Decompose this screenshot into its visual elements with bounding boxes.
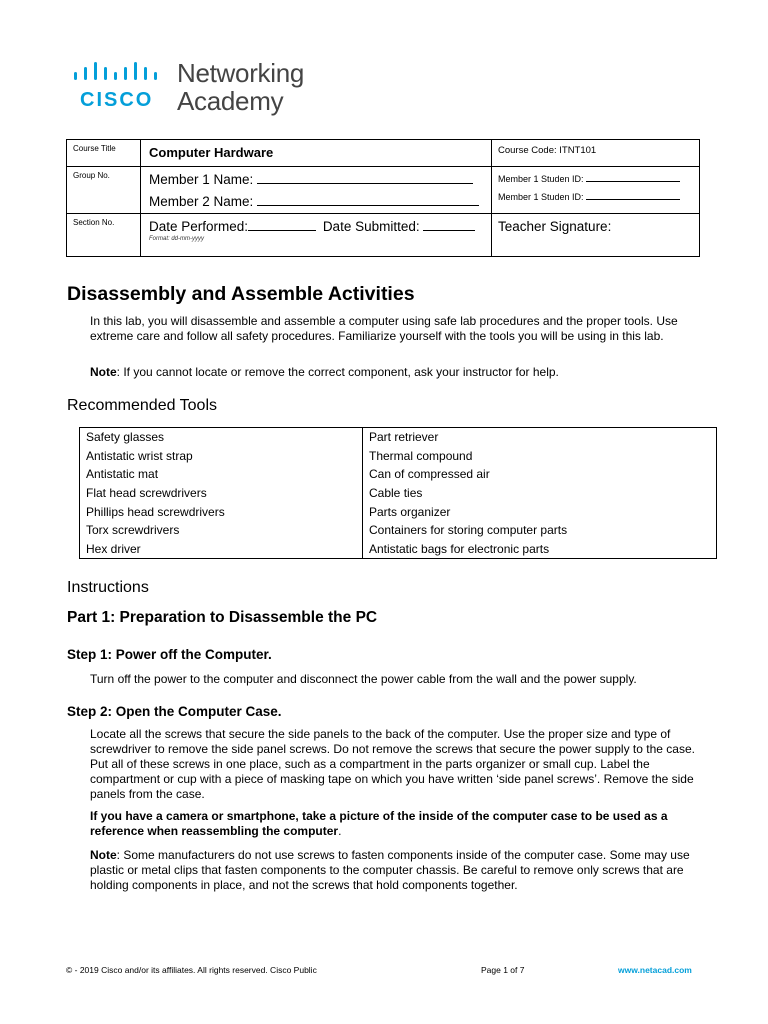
member2-name-blank[interactable]	[257, 192, 479, 206]
part1-heading: Part 1: Preparation to Disassemble the PC	[67, 609, 378, 626]
cisco-bars-icon	[72, 60, 168, 86]
table-row	[80, 446, 717, 465]
step2-camera-paragraph	[90, 809, 708, 839]
instructions-heading: Instructions	[67, 579, 149, 596]
tool-cell: Hex driver	[80, 540, 363, 559]
member-names-cell	[141, 167, 492, 214]
cisco-wordmark: CISCO	[80, 89, 154, 111]
intro-paragraph: In this lab, you will disassemble and assemble a computer using safe lab procedures and the proper tools. Use extreme care and follow all safety procedures. Familiarize yourself with the tools you will be using in this lab.	[90, 314, 678, 343]
tool-cell: Containers for storing computer parts	[369, 523, 568, 538]
note-paragraph	[90, 365, 559, 379]
tool-cell: Can of compressed air	[369, 467, 490, 482]
member1-name-blank[interactable]	[257, 170, 473, 184]
table-row	[80, 540, 717, 559]
tool-cell: Cable ties	[369, 485, 423, 500]
tool-cell: Safety glasses	[80, 428, 363, 447]
tool-cell: Torx screwdrivers	[80, 521, 363, 540]
cisco-networking-academy-logo	[66, 50, 326, 120]
teacher-signature-label[interactable]: Teacher Signature:	[492, 214, 700, 257]
date-performed-blank[interactable]	[248, 217, 316, 231]
dates-row	[141, 214, 491, 234]
step1-heading: Step 1: Power off the Computer.	[67, 647, 272, 662]
member2-name-label: Member 2 Name:	[149, 194, 254, 209]
logo-networking-text: Networking	[177, 58, 305, 88]
tools-table	[79, 427, 717, 559]
student-ids-cell	[492, 167, 700, 214]
group-no-label: Group No.	[67, 167, 141, 214]
section-no-label: Section No.	[67, 214, 141, 257]
dates-cell	[141, 214, 492, 257]
member2-id-blank[interactable]	[586, 190, 680, 200]
step2-heading: Step 2: Open the Computer Case.	[67, 704, 282, 719]
table-row	[80, 428, 717, 447]
member2-id-label: Member 1 Studen ID:	[498, 192, 584, 202]
member2-name-field[interactable]	[141, 191, 491, 213]
table-row	[80, 484, 717, 503]
recommended-tools-heading: Recommended Tools	[67, 397, 218, 414]
note-label: Note	[90, 365, 117, 379]
course-title-value: Computer Hardware	[141, 140, 492, 167]
note-text: : Some manufacturers do not use screws to fasten components inside of the computer case. Some may use plastic or metal clips that fasten components to the computer chassis. Be careful to remove only screws that are holding components in place, and not the screws that hold components together.	[90, 848, 690, 892]
footer-copyright: © - 2019 Cisco and/or its affiliates. All rights reserved. Cisco Public	[66, 965, 317, 975]
tool-cell: Phillips head screwdrivers	[80, 502, 363, 521]
step2-text: Locate all the screws that secure the side panels to the back of the computer. Use the proper size and type of screwdriver to remove the side panel screws. Do not remove the screws that secure the power supply to the case. Put all of these screws in one place, such as a compartment in the parts organizer or small cup. Label the compartment or cup with a piece of masking tape on which you have written ‘side panel screws’. Remove the side panels from the case.	[90, 727, 695, 801]
member2-id-field[interactable]	[492, 188, 699, 206]
member1-id-blank[interactable]	[586, 172, 680, 182]
tool-cell: Thermal compound	[369, 448, 473, 463]
table-row	[80, 521, 717, 540]
course-code: Course Code: ITNT101	[492, 140, 700, 167]
camera-tail: .	[338, 824, 342, 838]
footer-link[interactable]: www.netacad.com	[618, 965, 692, 975]
step2-note-paragraph	[90, 848, 708, 893]
member1-name-field[interactable]	[141, 169, 491, 191]
step1-text: Turn off the power to the computer and disconnect the power cable from the wall and the power supply.	[90, 672, 637, 686]
footer-page-number: Page 1 of 7	[481, 965, 525, 975]
date-format-hint: Format: dd-mm-yyyy	[149, 236, 205, 242]
camera-bold-text: If you have a camera or smartphone, take a picture of the inside of the computer case to be used as a reference when reassembling the computer	[90, 809, 668, 838]
table-row	[80, 465, 717, 484]
date-submitted-blank[interactable]	[423, 217, 475, 231]
note-text: : If you cannot locate or remove the correct component, ask your instructor for help.	[116, 365, 559, 379]
member1-id-label: Member 1 Studen ID:	[498, 174, 584, 184]
note-label: Note	[90, 848, 117, 862]
date-submitted-label: Date Submitted:	[322, 219, 420, 234]
member1-name-label: Member 1 Name:	[149, 172, 254, 187]
course-info-table	[66, 139, 700, 257]
tool-cell: Antistatic wrist strap	[80, 446, 363, 465]
tool-cell: Flat head screwdrivers	[80, 484, 363, 503]
member1-id-field[interactable]	[492, 170, 699, 188]
tool-cell: Antistatic mat	[80, 465, 363, 484]
course-title-label: Course Title	[67, 140, 141, 167]
tool-cell: Part retriever	[369, 430, 439, 445]
logo-academy-text: Academy	[177, 86, 284, 116]
page-title: Disassembly and Assemble Activities	[67, 283, 415, 305]
tool-cell: Antistatic bags for electronic parts	[369, 541, 550, 556]
date-performed-label: Date Performed:	[149, 219, 249, 234]
table-row	[80, 502, 717, 521]
tool-cell: Parts organizer	[369, 504, 451, 519]
